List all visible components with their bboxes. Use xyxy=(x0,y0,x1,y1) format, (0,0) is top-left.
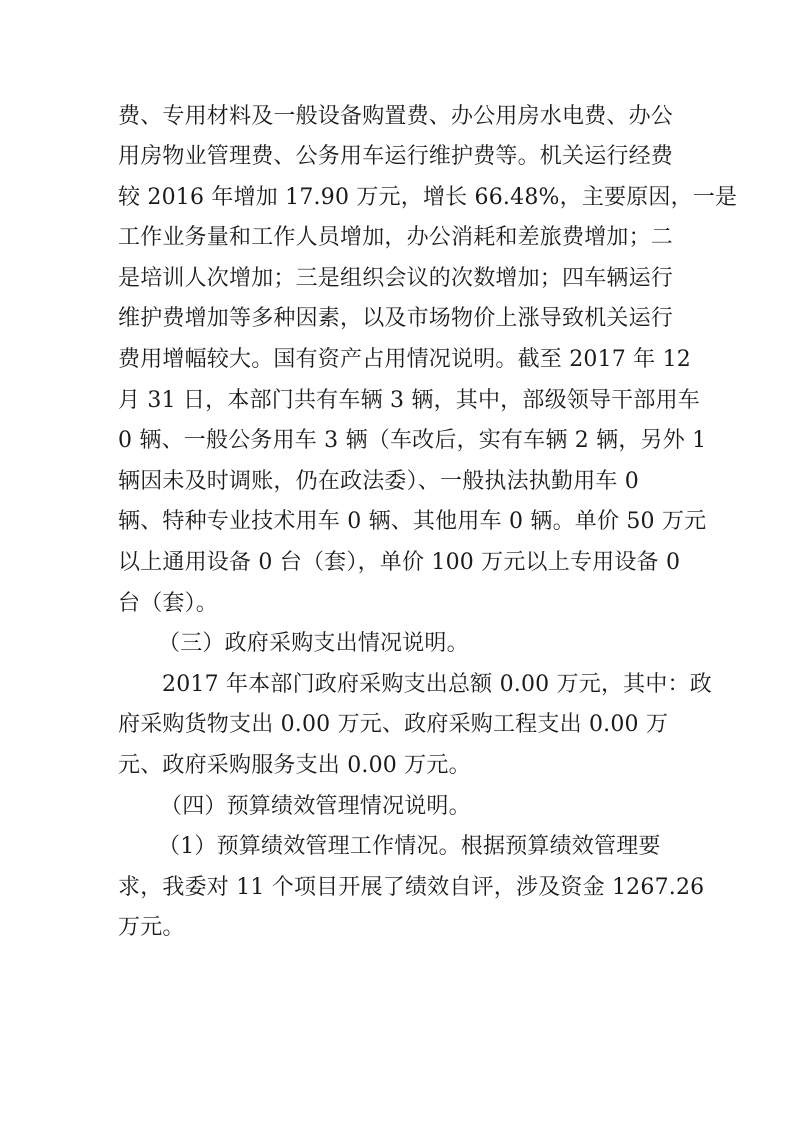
text-line: 辆、特种专业技术用车 0 辆、其他用车 0 辆。单价 50 万元 xyxy=(118,509,707,534)
text-line: 万元。 xyxy=(118,915,185,940)
text-line: 府采购货物支出 0.00 万元、政府采购工程支出 0.00 万 xyxy=(118,712,669,737)
text-line: 台（套）。 xyxy=(118,591,219,616)
text-line: 0 辆、一般公务用车 3 辆（车改后，实有车辆 2 辆，另外 1 xyxy=(118,428,707,453)
text-line: （1）预算绩效管理工作情况。根据预算绩效管理要 xyxy=(158,834,661,859)
text-line: 辆因未及时调账，仍在政法委）、一般执法执勤用车 0 xyxy=(118,469,639,494)
section-heading: （三）政府采购支出情况说明。 xyxy=(158,631,469,656)
text-line: 是培训人次增加；三是组织会议的次数增加；四车辆运行 xyxy=(118,266,674,291)
text-line: 较 2016 年增加 17.90 万元，增长 66.48%，主要原因，一是 xyxy=(118,185,738,210)
section-heading: （四）预算绩效管理情况说明。 xyxy=(160,794,471,819)
text-line: 费用增幅较大。国有资产占用情况说明。截至 2017 年 12 xyxy=(118,347,691,372)
text-line: 以上通用设备 0 台（套），单价 100 万元以上专用设备 0 xyxy=(118,550,681,575)
text-line: 费、专用材料及一般设备购置费、办公用房水电费、办公 xyxy=(118,104,674,129)
text-line: 用房物业管理费、公务用车运行维护费等。机关运行经费 xyxy=(118,144,674,169)
text-line: 求，我委对 11 个项目开展了绩效自评，涉及资金 1267.26 xyxy=(118,875,705,900)
text-line: 维护费增加等多种因素，以及市场物价上涨导致机关运行 xyxy=(118,306,674,331)
text-line: 工作业务量和工作人员增加，办公消耗和差旅费增加；二 xyxy=(118,225,674,250)
text-line: 元、政府采购服务支出 0.00 万元。 xyxy=(118,753,471,778)
text-line: 月 31 日，本部门共有车辆 3 辆，其中，部级领导干部用车 xyxy=(118,388,700,413)
text-line: 2017 年本部门政府采购支出总额 0.00 万元，其中：政 xyxy=(162,672,712,697)
